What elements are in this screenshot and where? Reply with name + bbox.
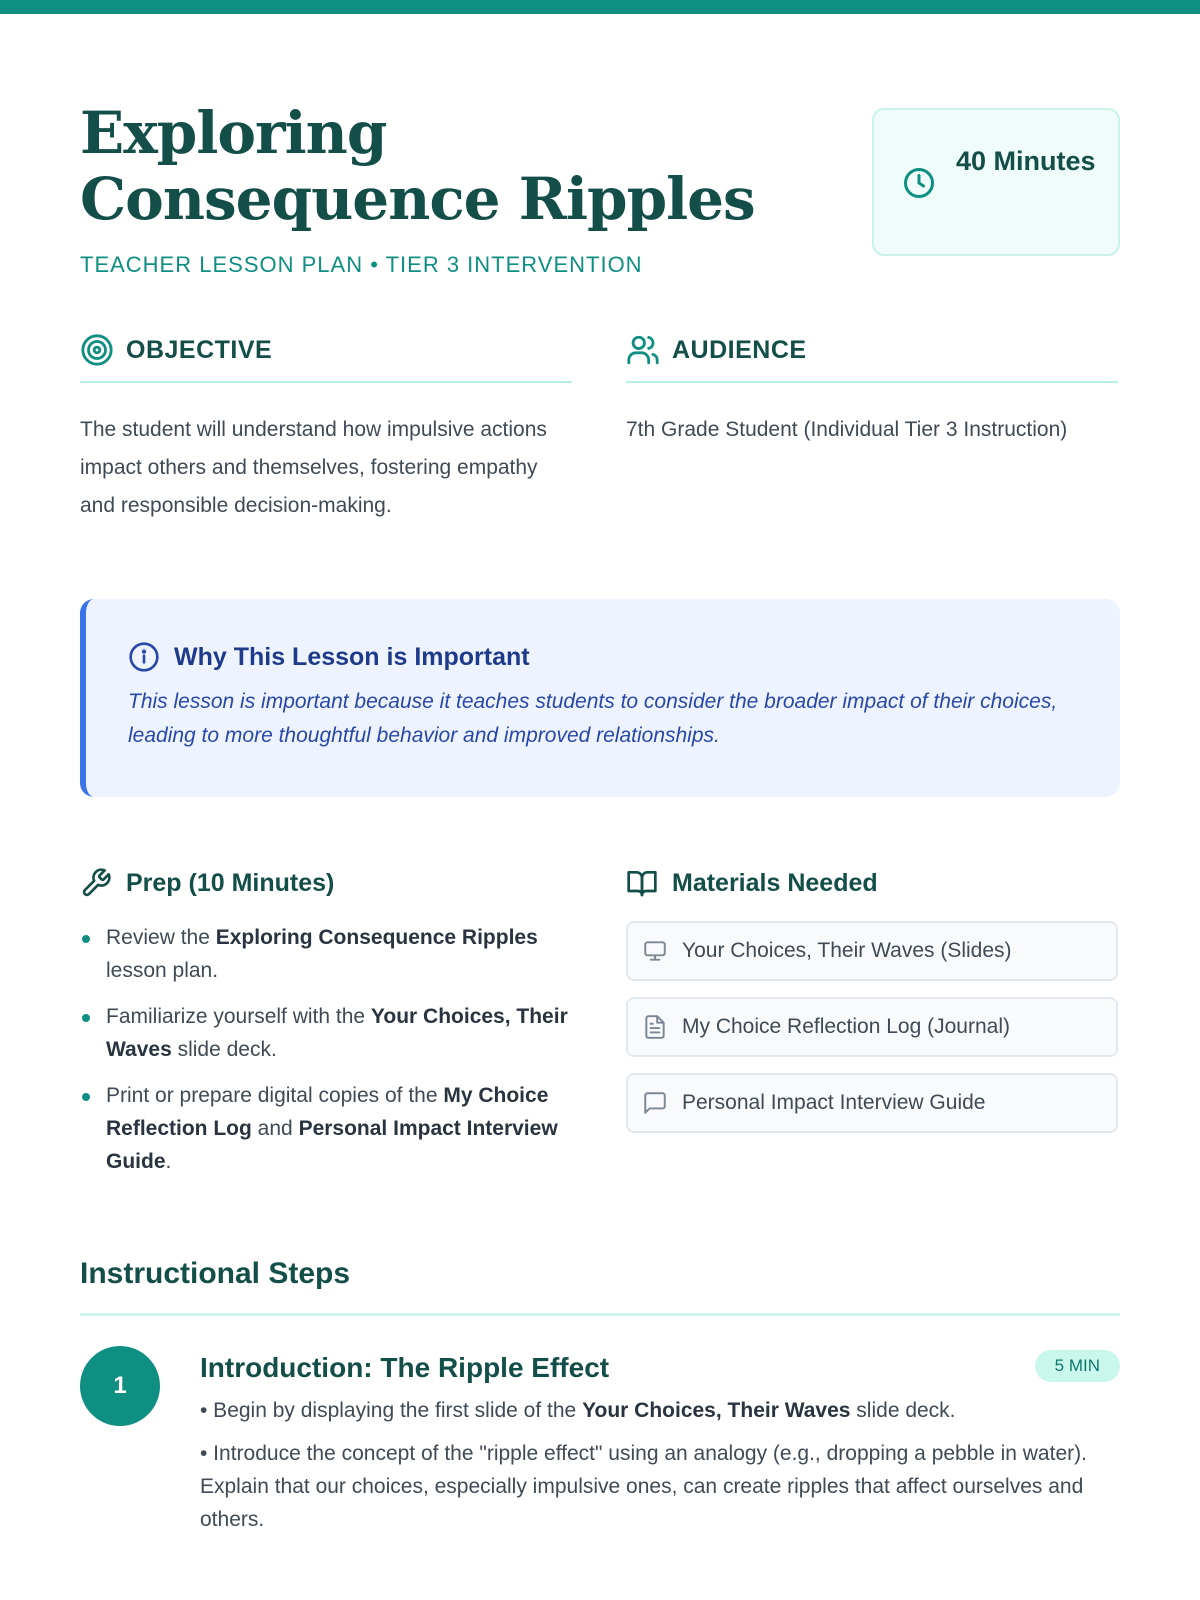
material-interview-guide[interactable] bbox=[626, 1073, 1118, 1133]
step-item bbox=[80, 1346, 1120, 1566]
steps-heading: Instructional Steps bbox=[80, 1257, 351, 1290]
page-header bbox=[80, 14, 1120, 299]
material-label: Your Choices, Their Waves (Slides) bbox=[682, 939, 1012, 962]
prep-heading: Prep (10 Minutes) bbox=[126, 868, 335, 897]
lesson-plan-page bbox=[0, 14, 1200, 1566]
step-instruction: • Begin by displaying the first slide of the Your Choices, Their Waves slide deck. bbox=[200, 1399, 956, 1422]
page-title: Exploring Consequence Ripples bbox=[80, 99, 755, 233]
monitor-icon bbox=[642, 938, 668, 964]
material-journal[interactable] bbox=[626, 997, 1118, 1057]
book-open-icon bbox=[626, 867, 658, 899]
list-item: Print or prepare digital copies of the My Choice Reflection Log and Personal Impact Interview Guide. bbox=[80, 1079, 572, 1178]
objective-heading: OBJECTIVE bbox=[126, 335, 273, 364]
wrench-icon bbox=[80, 867, 112, 899]
info-icon bbox=[128, 641, 160, 673]
material-label: Personal Impact Interview Guide bbox=[682, 1091, 986, 1114]
material-slides[interactable] bbox=[626, 921, 1118, 981]
step-instruction: • Introduce the concept of the "ripple effect" using an analogy (e.g., dropping a pebble in water). Explain that our choices, especially impulsive ones, can create ripples that affect ourselves and others. bbox=[200, 1442, 1087, 1531]
step-duration-badge: 5 MIN bbox=[1035, 1350, 1120, 1382]
audience-section bbox=[626, 299, 1118, 525]
objective-audience-row bbox=[80, 299, 1120, 525]
duration-text: 40 Minutes bbox=[956, 146, 1096, 176]
prep-list bbox=[80, 921, 572, 1178]
document-icon bbox=[642, 1014, 668, 1040]
list-item: Familiarize yourself with the Your Choices, Their Waves slide deck. bbox=[80, 1000, 572, 1066]
target-icon bbox=[80, 333, 114, 367]
step-number: 1 bbox=[80, 1346, 160, 1426]
importance-callout bbox=[80, 599, 1120, 797]
chat-icon bbox=[642, 1090, 668, 1116]
prep-header bbox=[80, 861, 572, 905]
materials-header bbox=[626, 861, 1118, 905]
list-item: Review the Exploring Consequence Ripples lesson plan. bbox=[80, 921, 572, 987]
audience-text: 7th Grade Student (Individual Tier 3 Instruction) bbox=[626, 418, 1068, 441]
audience-heading: AUDIENCE bbox=[672, 335, 807, 364]
clock-icon bbox=[901, 165, 937, 201]
steps-header bbox=[80, 1257, 1120, 1316]
users-icon bbox=[626, 333, 660, 367]
prep-materials-row bbox=[80, 861, 1120, 1191]
objective-text: The student will understand how impulsive actions impact others and themselves, fostering empathy and responsible decision-making. bbox=[80, 418, 547, 517]
materials-list bbox=[626, 921, 1118, 1133]
objective-header bbox=[80, 319, 572, 383]
material-label: My Choice Reflection Log (Journal) bbox=[682, 1015, 1010, 1038]
materials-section bbox=[626, 861, 1118, 1191]
materials-heading: Materials Needed bbox=[672, 868, 878, 897]
page-subtitle: TEACHER LESSON PLAN • TIER 3 INTERVENTION bbox=[80, 252, 643, 277]
top-accent-bar bbox=[0, 0, 1200, 14]
importance-text: This lesson is important because it teaches students to consider the broader impact of their choices, leading to more thoughtful behavior and improved relationships. bbox=[128, 690, 1058, 747]
importance-header bbox=[128, 639, 1080, 675]
duration-card bbox=[872, 108, 1120, 256]
audience-header bbox=[626, 319, 1118, 383]
objective-section bbox=[80, 299, 572, 525]
importance-heading: Why This Lesson is Important bbox=[174, 642, 530, 671]
step-body bbox=[200, 1346, 1120, 1546]
step-title: Introduction: The Ripple Effect bbox=[200, 1352, 610, 1383]
prep-section bbox=[80, 861, 572, 1191]
